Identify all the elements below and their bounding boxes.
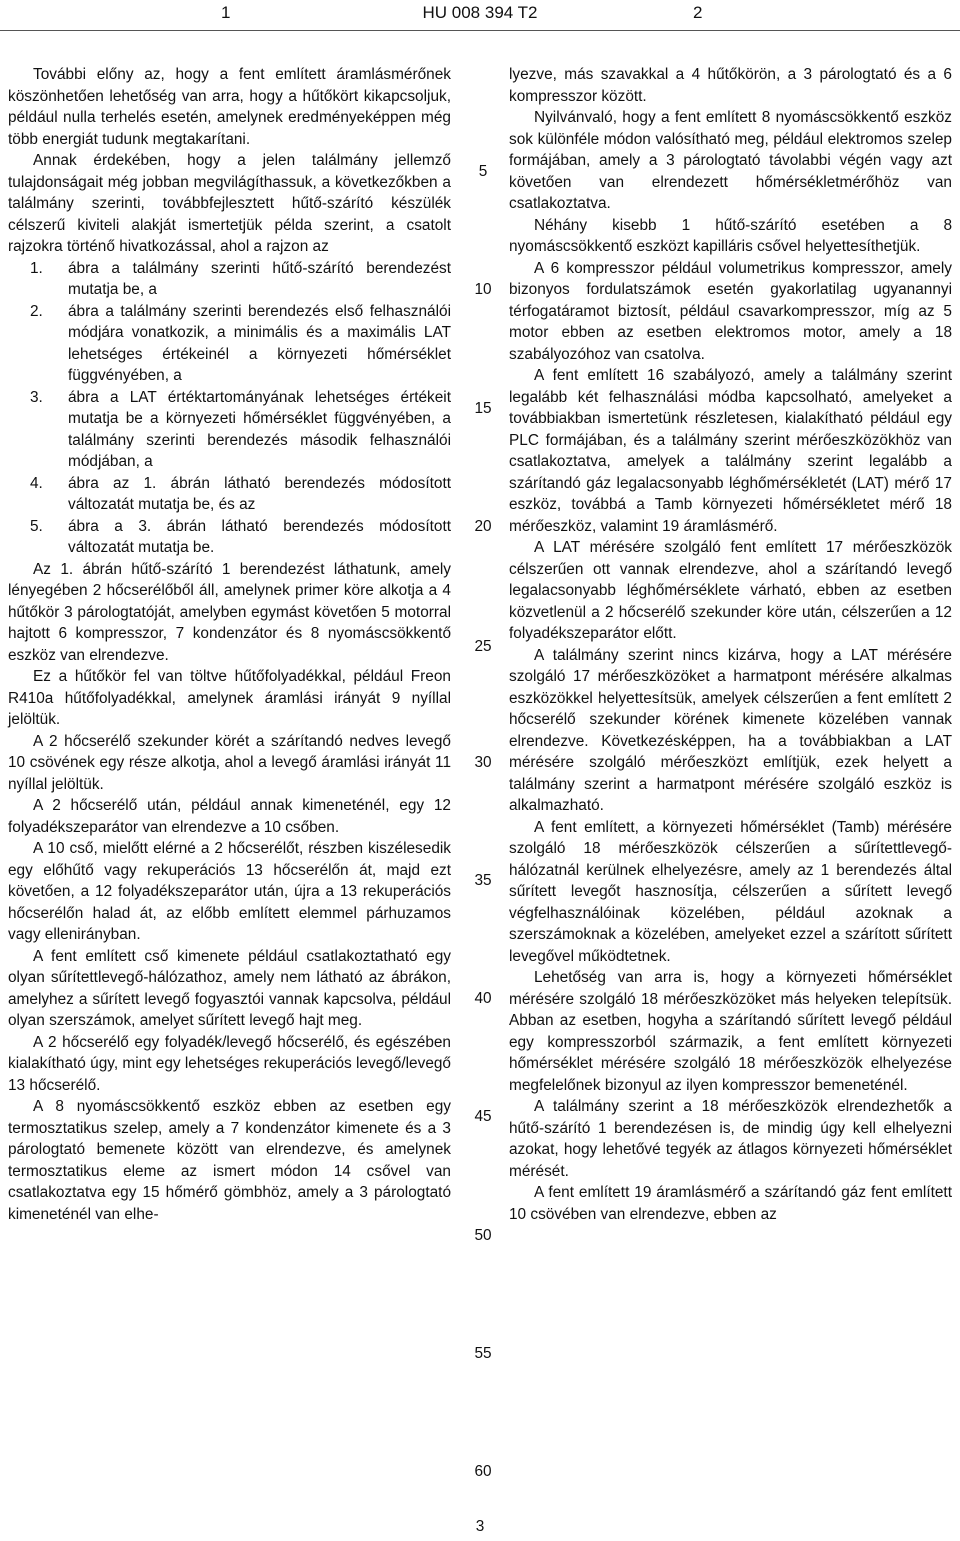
document-number: HU 008 394 T2: [422, 3, 538, 22]
paragraph: A 2 hőcserélő egy folyadék/levegő hőcserélő, és egészében kialakítható úgy, mint egy lehetséges rekuperációs levegő/levegő 13 hőcserélő.: [8, 1033, 451, 1094]
figure-number: 5.: [30, 517, 43, 535]
figure-list-item: [8, 473, 451, 516]
line-number: 25: [474, 638, 492, 655]
line-number: 45: [474, 1108, 492, 1125]
paragraph: Lehetőség van arra is, hogy a környezeti hőmérséklet mérésére szolgáló 18 mérőeszközöket más helyeken telepítsük. Abban az esetben, hogyha a szárítandó sűrített levegő például egy kompresszorból származik, a fent említett környezeti hőmérséklet mérésére szolgáló 18 mérőeszközök elhelyezése megfelelőnek bizonyul az ilyen kompresszor bemeneténél.: [509, 969, 952, 1094]
line-number: 55: [474, 1345, 492, 1362]
figure-number: 2.: [30, 302, 43, 320]
paragraph: Néhány kisebb 1 hűtő-szárító esetében a 8 nyomáscsökkentő eszközt kapilláris csővel helyettesíthetjük.: [509, 216, 952, 255]
paragraph: A találmány szerint a 18 mérőeszközök elrendezhetők a hűtő-szárító 1 berendezésen is, de mindig úgy kell elhelyezni azokat, hogy lehetővé tegyék az átlagos környezeti hőmérséklet mérését.: [509, 1098, 952, 1180]
figure-list-item: [8, 387, 451, 473]
paragraph: A fent említett cső kimenete például csatlakoztatható egy olyan sűrítettlevegő-hálózathoz, amely nem látható az ábrákon, amelyhez a sűrített levegő fogyasztói vannak kapcsolva, például olyan szerszámok, amelyet sűrített levegő hajt meg.: [8, 947, 451, 1029]
header-rule: [0, 30, 960, 31]
line-number: 60: [474, 1463, 492, 1480]
line-number: 20: [474, 518, 492, 535]
paragraph: Az 1. ábrán hűtő-szárító 1 berendezést láthatunk, amely lényegében 2 hőcserélőből áll, amelynek primer köre alkotja a 4 hűtőkör 3 párologtatóját, amelyben egymást követően 5 motorral hajtott 6 kompresszor, 7 kondenzátor és 8 nyomáscsökkentő eszköz van elrendezve.: [8, 560, 451, 664]
paragraph: További előny az, hogy a fent említett áramlásmérőnek köszönhetően lehetőség van arra, hogy a hűtőkört kikapcsoljuk, például nulla terhelés esetén, amelynek eredményeképpen még több energiát tudunk megtakarítani.: [8, 66, 451, 148]
paragraph: Annak érdekében, hogy a jelen találmány jellemző tulajdonságait még jobban megvilágíthassuk, a következőkben a találmány szerinti, továbbfejlesztett hűtő-szárító készülék célszerű kiviteli alakját ismertetjük példa szerint, a csatolt rajzokra történő hivatkozással, ahol a rajzon az: [8, 152, 451, 255]
line-number: 40: [474, 990, 492, 1007]
paragraph: A 2 hőcserélő után, például annak kimeneténél, egy 12 folyadékszeparátor van elrendezve a 10 csőben.: [8, 797, 451, 836]
paragraph: A fent említett 16 szabályozó, amely a találmány szerint legalább két felhasználási módba kapcsolható, amelyeket a továbbiakban ismertetünk részletesen, kialakítható például egy PLC formájában, és a találmány szerint mérőeszközökhöz van csatlakoztatva, amelyek a találmány szerint legalább a szárítandó gáz legalacsonyabb léghőmérsékletét (LAT) mérő 17 eszköz, továbbá a Tamb környezeti hőmérsékletet mérő 18 mérőeszköz, valamint 19 áramlásmérő.: [509, 367, 952, 535]
figure-caption: ábra a 3. ábrán látható berendezés módosított változatát mutatja be.: [68, 517, 451, 556]
paragraph: A 6 kompresszor például volumetrikus kompresszor, amely bizonyos fordulatszámok esetén gyakorlatilag ugyanannyi térfogatáramot biztosít, például csavarkompresszor, míg az 5 motor ebben az esetben elektromos motor, amely a 18 szabályozóhoz van csatolva.: [509, 259, 952, 363]
figure-list-item: [8, 516, 451, 559]
paragraph: A 2 hőcserélő szekunder körét a szárítandó nedves levegő 10 csövének egy része alkotja, ahol a levegő áramlási irányát 11 nyíllal jelöltük.: [8, 732, 451, 793]
right-column: [509, 64, 952, 1225]
paragraph: Ez a hűtőkör fel van töltve hűtőfolyadékkal, például Freon R410a hűtőfolyadékkal, amelynek áramlási irányát 9 nyíllal jelöltük.: [8, 668, 451, 728]
paragraph: A fent említett, a környezeti hőmérséklet (Tamb) mérésére szolgáló 18 mérőeszközök célszerűen a sűrítettlevegő-hálózatnál kerülnek elhelyezésre, amely az 1 berendezés által sűrített levegőt hasznosítja, célszerűen a sűrített levegő végfelhasználóinak közelében, például azoknak a szerszámoknak a közelében, amelyeket ezzel a szárított sűrített levegővel működtetnek.: [509, 818, 952, 965]
paragraph: Nyilvánvaló, hogy a fent említett 8 nyomáscsökkentő eszköz sok különféle módon valósítható meg, például elektromos szelep formájában, amely a 3 párologtató távolabbi végén vagy azt követően van elrendezett hőmérsékletmérőhöz van csatlakoztatva.: [509, 109, 952, 212]
figure-list-item: [8, 258, 451, 301]
line-number: 10: [474, 281, 492, 298]
figure-caption: ábra a találmány szerinti berendezés első felhasználói módjára vonatkozik, a minimális és a maximális LAT lehetséges értékeinél a környezeti hőmérséklet függvényében, a: [68, 302, 451, 384]
paragraph: A 8 nyomáscsökkentő eszköz ebben az esetben egy termosztatikus szelep, amely a 7 kondenzátor kimenete és a 3 párologtató bemenete között van elrendezve, és amelynek termosztatikus eleme az ismert módon 14 csővel van csatlakoztatva egy 15 hőmérő gömbhöz, amely a 3 párologtató kimeneténél van elhe-: [8, 1098, 451, 1223]
line-number: 50: [474, 1227, 492, 1244]
paragraph: A találmány szerint nincs kizárva, hogy a LAT mérésére szolgáló 17 mérőeszközöket a harmatpont mérésére alkalmas eszközökkel helyettesítsük, amelyek célszerűen a fent említett 2 hőcserélő szekunder körének kimenete közelében vannak elrendezve. Következésképpen, ha a továbbiakban a LAT mérésére szolgáló mérőeszközt említjük, ezek helyett a találmány szerint a harmatpont mérésére szolgáló eszköz is alkalmazható.: [509, 646, 952, 814]
figure-number: 1.: [30, 259, 43, 277]
line-number: 30: [474, 754, 492, 771]
figure-number: 4.: [30, 474, 43, 492]
line-number: 5: [478, 163, 488, 180]
paragraph: lyezve, más szavakkal a 4 hűtőkörön, a 3 párologtató és a 6 kompresszor között.: [509, 66, 952, 105]
figure-caption: ábra a LAT értéktartományának lehetséges értékeit mutatja be a környezeti hőmérséklet függvényében, a találmány szerinti berendezés második felhasználói módjában, a: [68, 388, 451, 470]
paragraph: A fent említett 19 áramlásmérő a szárítandó gáz fent említett 10 csövében van elrendezve, ebben az: [509, 1184, 952, 1223]
figure-list-item: [8, 301, 451, 387]
figure-number: 3.: [30, 388, 43, 406]
paragraph: A 10 cső, mielőtt elérné a 2 hőcserélőt, részben kiszélesedik egy előhűtő vagy rekuperációs 13 hőcserélőn át, majd ezt követően, a 12 folyadékszeparátor után, újra a 13 rekuperációs hőcserélőn halad át, az előbb említett elemmel párhuzamos vagy ellenirányban.: [8, 840, 451, 943]
figure-caption: ábra a találmány szerinti hűtő-szárító berendezést mutatja be, a: [68, 259, 451, 298]
figure-caption: ábra az 1. ábrán látható berendezés módosított változatát mutatja be, és az: [68, 474, 451, 513]
paragraph: A LAT mérésére szolgáló fent említett 17 mérőeszközök célszerűen ott vannak elrendezve, ahol a szárítandó levegő legalacsonyabb léghőmérséklete várható, ebben az esetben közvetlenül a 2 hőcserélő szekunder köre után, célszerűen a 12 folyadékszeparátor előtt.: [509, 539, 952, 642]
line-number: 35: [474, 872, 492, 889]
right-page-number: 2: [693, 3, 703, 22]
left-column: [8, 64, 451, 1225]
left-page-number: 1: [221, 3, 231, 22]
page-number: 3: [475, 1518, 485, 1535]
line-number: 15: [474, 400, 492, 417]
